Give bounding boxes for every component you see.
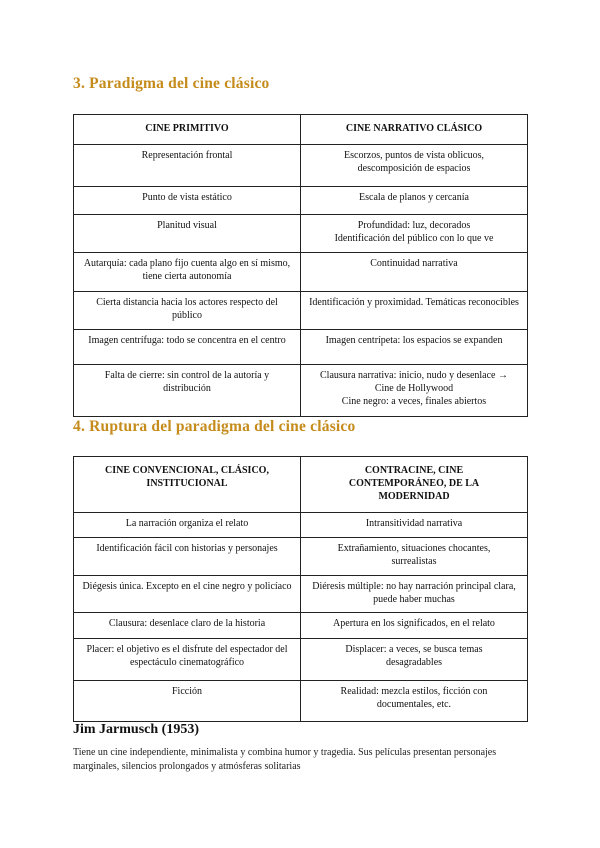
table-cell: Displacer: a veces, se busca temas desagradables [301, 639, 528, 681]
table-row [74, 538, 528, 576]
table-row [74, 253, 528, 292]
table-row [74, 576, 528, 613]
table-cell: Realidad: mezcla estilos, ficción con documentales, etc. [301, 681, 528, 722]
column-header: CINE PRIMITIVO [74, 115, 301, 145]
column-header: CINE CONVENCIONAL, CLÁSICO, INSTITUCIONAL [74, 457, 301, 513]
classic-paradigm-table [73, 114, 528, 417]
table-cell: Apertura en los significados, en el relato [301, 613, 528, 639]
table-cell: Escorzos, puntos de vista oblicuos, descomposición de espacios [301, 145, 528, 187]
table-row [74, 145, 528, 187]
table-cell: Planitud visual [74, 215, 301, 253]
column-header: CONTRACINE, CINE CONTEMPORÁNEO, DE LA MODERNIDAD [301, 457, 528, 513]
table-cell: Placer: el objetivo es el disfrute del espectador del espectáculo cinematográfico [74, 639, 301, 681]
paradigm-rupture-table [73, 456, 528, 722]
table-row [74, 215, 528, 253]
column-header: CINE NARRATIVO CLÁSICO [301, 115, 528, 145]
table-cell: Ficción [74, 681, 301, 722]
table-cell: Identificación fácil con historias y personajes [74, 538, 301, 576]
table-row [74, 292, 528, 330]
table-cell: Imagen centrífuga: todo se concentra en el centro [74, 330, 301, 365]
table-row [74, 613, 528, 639]
table-header-row [74, 115, 528, 145]
table-row [74, 330, 528, 365]
table-cell: Continuidad narrativa [301, 253, 528, 292]
jarmusch-heading: Jim Jarmusch (1953) [73, 722, 199, 737]
table-row [74, 187, 528, 215]
table-cell: Escala de planos y cercanía [301, 187, 528, 215]
jarmusch-paragraph: Tiene un cine independiente, minimalista y combina humor y tragedia. Sus películas presentan personajes marginales, silencios prolongados y atmósferas solitarias [73, 747, 497, 772]
section-4-title: 4. Ruptura del paradigma del cine clásico [73, 418, 356, 435]
table-row [74, 365, 528, 417]
table-cell: Diéresis múltiple: no hay narración principal clara, puede haber muchas [301, 576, 528, 613]
table-cell: Extrañamiento, situaciones chocantes, surrealistas [301, 538, 528, 576]
table-cell: Identificación y proximidad. Temáticas reconocibles [301, 292, 528, 330]
table-cell: Diégesis única. Excepto en el cine negro y policíaco [74, 576, 301, 613]
table-cell: Autarquía: cada plano fijo cuenta algo en sí mismo, tiene cierta autonomía [74, 253, 301, 292]
table-cell: Clausura narrativa: inicio, nudo y desenlace → Cine de Hollywood Cine negro: a veces, finales abiertos [301, 365, 528, 417]
table-cell: Imagen centrípeta: los espacios se expanden [301, 330, 528, 365]
section-3-title: 3. Paradigma del cine clásico [73, 75, 270, 92]
table-row [74, 681, 528, 722]
table-row [74, 639, 528, 681]
table-cell: Representación frontal [74, 145, 301, 187]
table-cell: Clausura: desenlace claro de la historia [74, 613, 301, 639]
table-row [74, 513, 528, 538]
table-cell: Cierta distancia hacia los actores respecto del público [74, 292, 301, 330]
table-cell: Falta de cierre: sin control de la autoría y distribución [74, 365, 301, 417]
table-cell: La narración organiza el relato [74, 513, 301, 538]
table-header-row [74, 457, 528, 513]
table-cell: Profundidad: luz, decorados Identificación del público con lo que ve [301, 215, 528, 253]
table-cell: Punto de vista estático [74, 187, 301, 215]
table-cell: Intransitividad narrativa [301, 513, 528, 538]
